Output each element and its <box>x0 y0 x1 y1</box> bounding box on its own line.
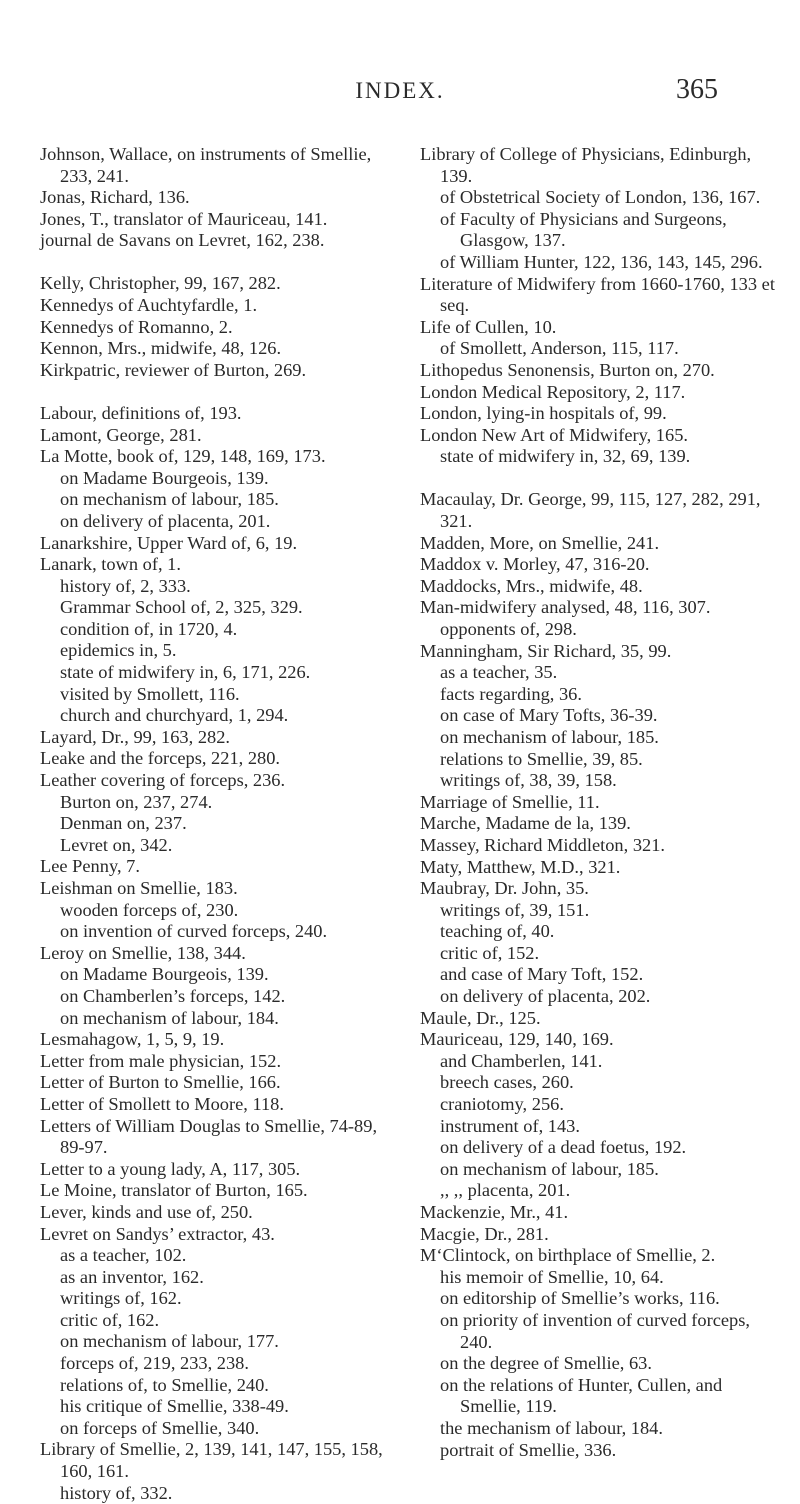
index-entry: Massey, Richard Middleton, 321. <box>420 834 666 855</box>
index-entry: Library of Smellie, 2, 139, 141, 147, 155, 158, 160, 161. <box>40 1439 383 1482</box>
index-entry: Letter of Smollett to Moore, 118. <box>40 1093 284 1114</box>
index-subentry: on mechanism of labour, 184. <box>60 1007 279 1028</box>
index-subentry: breech cases, 260. <box>440 1072 574 1093</box>
index-entry: Le Moine, translator of Burton, 165. <box>40 1180 308 1201</box>
index-subentry: Denman on, 237. <box>60 813 187 834</box>
index-entry: Macaulay, Dr. George, 99, 115, 127, 282, 291, 321. <box>420 489 761 531</box>
index-subentry: relations to Smellie, 39, 85. <box>440 748 643 769</box>
index-entry: Leishman on Smellie, 183. <box>40 878 238 898</box>
index-subentry: of Smollett, Anderson, 115, 117. <box>440 338 679 359</box>
index-entry: Johnson, Wallace, on instruments of Smellie, 233, 241. <box>40 144 372 186</box>
index-entry: Manningham, Sir Richard, 35, 99. <box>420 640 672 661</box>
index-entry: Literature of Midwifery from 1660-1760, 133 et seq. <box>420 273 775 316</box>
index-entry: Mauriceau, 129, 140, 169. <box>420 1029 614 1050</box>
page-number: 365 <box>676 74 718 105</box>
index-entry: Leake and the forceps, 221, 280. <box>40 748 281 769</box>
page-header <box>0 74 800 118</box>
index-subentry: the mechanism of labour, 184. <box>440 1417 663 1438</box>
index-entry: Lee Penny, 7. <box>40 856 140 877</box>
index-entry: Lithopedus Senonensis, Burton on, 270. <box>420 359 715 380</box>
index-subentry: teaching of, 40. <box>440 921 555 942</box>
index-subentry: relations of, to Smellie, 240. <box>60 1374 269 1395</box>
index-subentry: writings of, 162. <box>60 1288 182 1309</box>
index-entry: Letter to a young lady, A, 117, 305. <box>40 1158 301 1179</box>
index-entry: Jonas, Richard, 136. <box>40 187 190 208</box>
index-subentry: state of midwifery in, 6, 171, 226. <box>60 662 311 683</box>
index-subentry: critic of, 162. <box>60 1309 160 1330</box>
index-subentry: craniotomy, 256. <box>440 1094 564 1115</box>
index-entry: Macgie, Dr., 281. <box>420 1223 549 1244</box>
index-entry: Madden, More, on Smellie, 241. <box>420 532 660 553</box>
index-entry: Maule, Dr., 125. <box>420 1007 541 1028</box>
index-entry: Maubray, Dr. John, 35. <box>420 878 589 899</box>
index-subentry: critic of, 152. <box>440 942 540 963</box>
index-subentry: on delivery of placenta, 202. <box>440 986 651 1007</box>
index-subentry: Burton on, 237, 274. <box>60 791 213 812</box>
index-entry: Maddox v. Morley, 47, 316-20. <box>420 554 650 575</box>
index-entry: Man-midwifery analysed, 48, 116, 307. <box>420 597 711 618</box>
index-entry: Letter from male physician, 152. <box>40 1050 282 1071</box>
index-entry: journal de Savans on Levret, 162, 238. <box>40 230 325 251</box>
index-entry: Layard, Dr., 99, 163, 282. <box>40 726 231 747</box>
index-subentry: on mechanism of labour, 185. <box>440 1158 659 1179</box>
index-subentry: Levret on, 342. <box>60 834 173 855</box>
index-entry: Labour, definitions of, 193. <box>40 402 242 423</box>
index-entry: Library of College of Physicians, Edinburgh, 139. <box>420 144 752 186</box>
index-entry: Maty, Matthew, M.D., 321. <box>420 856 621 877</box>
index-subentry: on priority of invention of curved forceps, 240. <box>440 1309 751 1352</box>
index-subentry: as an inventor, 162. <box>60 1266 204 1287</box>
index-entry: London New Art of Midwifery, 165. <box>420 424 688 445</box>
index-subentry: condition of, in 1720, 4. <box>60 618 238 639</box>
index-entry: Kennon, Mrs., midwife, 48, 126. <box>40 338 282 359</box>
index-subentry: forceps of, 219, 233, 238. <box>60 1353 249 1374</box>
index-entry: Levret on Sandys’ extractor, 43. <box>40 1223 275 1244</box>
index-subentry: history of, 2, 333. <box>60 575 191 596</box>
index-subentry: on mechanism of labour, 177. <box>60 1331 279 1352</box>
index-entry: London Medical Repository, 2, 117. <box>420 381 686 402</box>
index-entry: M‘Clintock, on birthplace of Smellie, 2. <box>420 1245 716 1266</box>
index-subentry: on delivery of placenta, 201. <box>60 510 271 531</box>
index-subentry: visited by Smollett, 116. <box>60 683 240 704</box>
index-subentry: as a teacher, 102. <box>60 1245 187 1266</box>
index-entry: Marche, Madame de la, 139. <box>420 813 631 834</box>
index-subentry: on mechanism of labour, 185. <box>60 489 279 510</box>
index-subentry: on mechanism of labour, 185. <box>440 726 659 747</box>
index-subentry: on Madame Bourgeois, 139. <box>60 964 269 985</box>
index-subentry: facts regarding, 36. <box>440 683 582 704</box>
index-subentry: of Obstetrical Society of London, 136, 167. <box>440 187 761 208</box>
index-subentry: wooden forceps of, 230. <box>60 899 239 920</box>
index-subentry: on Madame Bourgeois, 139. <box>60 467 269 488</box>
index-entry: Lanarkshire, Upper Ward of, 6, 19. <box>40 532 298 553</box>
index-subentry: history of, 332. <box>60 1482 173 1503</box>
index-entry: Lever, kinds and use of, 250. <box>40 1201 253 1222</box>
index-entry: Letters of William Douglas to Smellie, 74-89, 89-97. <box>40 1115 378 1158</box>
index-subentry: of William Hunter, 122, 136, 143, 145, 296. <box>440 251 763 272</box>
index-subentry: portrait of Smellie, 336. <box>440 1439 617 1460</box>
index-entry: Lamont, George, 281. <box>40 424 202 445</box>
index-entry: Letter of Burton to Smellie, 166. <box>40 1072 281 1093</box>
index-subentry: of Faculty of Physicians and Surgeons, Glasgow, 137. <box>440 208 727 251</box>
index-entry: Leroy on Smellie, 138, 344. <box>40 942 246 963</box>
index-entry: Lesmahagow, 1, 5, 9, 19. <box>40 1029 225 1050</box>
index-subentry: writings of, 39, 151. <box>440 899 590 920</box>
index-column-left <box>40 144 395 1504</box>
index-subentry: on delivery of a dead foetus, 192. <box>440 1137 687 1158</box>
index-entry: Kennedys of Auchtyfardle, 1. <box>40 295 258 316</box>
index-subentry: epidemics in, 5. <box>60 640 177 661</box>
index-entry: Mackenzie, Mr., 41. <box>420 1202 569 1222</box>
index-entry: Lanark, town of, 1. <box>40 554 181 575</box>
index-subentry: on the degree of Smellie, 63. <box>440 1353 652 1374</box>
index-subentry: ,, ,, placenta, 201. <box>440 1180 571 1201</box>
index-subentry: church and churchyard, 1, 294. <box>60 705 289 726</box>
index-subentry: as a teacher, 35. <box>440 662 558 683</box>
index-subentry: and case of Mary Toft, 152. <box>440 964 644 985</box>
index-entry: Life of Cullen, 10. <box>420 316 557 337</box>
index-subentry: on the relations of Hunter, Cullen, and Smellie, 119. <box>440 1374 723 1417</box>
index-subentry: state of midwifery in, 32, 69, 139. <box>440 446 691 467</box>
index-subentry: his memoir of Smellie, 10, 64. <box>440 1266 664 1287</box>
index-subentry: his critique of Smellie, 338-49. <box>60 1396 289 1417</box>
index-entry: Kennedys of Romanno, 2. <box>40 316 233 337</box>
index-subentry: opponents of, 298. <box>440 618 577 639</box>
index-subentry: on case of Mary Tofts, 36-39. <box>440 705 658 726</box>
index-entry: London, lying-in hospitals of, 99. <box>420 403 667 424</box>
index-entry: Maddocks, Mrs., midwife, 48. <box>420 575 643 596</box>
index-subentry: on Chamberlen’s forceps, 142. <box>60 985 286 1006</box>
index-subentry: instrument of, 143. <box>440 1115 580 1136</box>
index-subentry: Grammar School of, 2, 325, 329. <box>60 597 303 618</box>
index-subentry: on editorship of Smellie’s works, 116. <box>440 1288 720 1309</box>
index-entry: Leather covering of forceps, 236. <box>40 770 286 791</box>
index-subentry: writings of, 38, 39, 158. <box>440 770 617 791</box>
index-subentry: and Chamberlen, 141. <box>440 1050 603 1071</box>
index-column-right <box>420 144 775 1461</box>
index-entry: Kirkpatric, reviewer of Burton, 269. <box>40 359 307 380</box>
index-entry: Kelly, Christopher, 99, 167, 282. <box>40 273 281 294</box>
running-head: INDEX. <box>355 78 445 103</box>
index-subentry: on invention of curved forceps, 240. <box>60 921 328 942</box>
index-subentry: on forceps of Smellie, 340. <box>60 1417 260 1438</box>
index-entry: La Motte, book of, 129, 148, 169, 173. <box>40 446 326 467</box>
index-entry: Marriage of Smellie, 11. <box>420 791 600 812</box>
index-entry: Jones, T., translator of Mauriceau, 141. <box>40 208 328 229</box>
